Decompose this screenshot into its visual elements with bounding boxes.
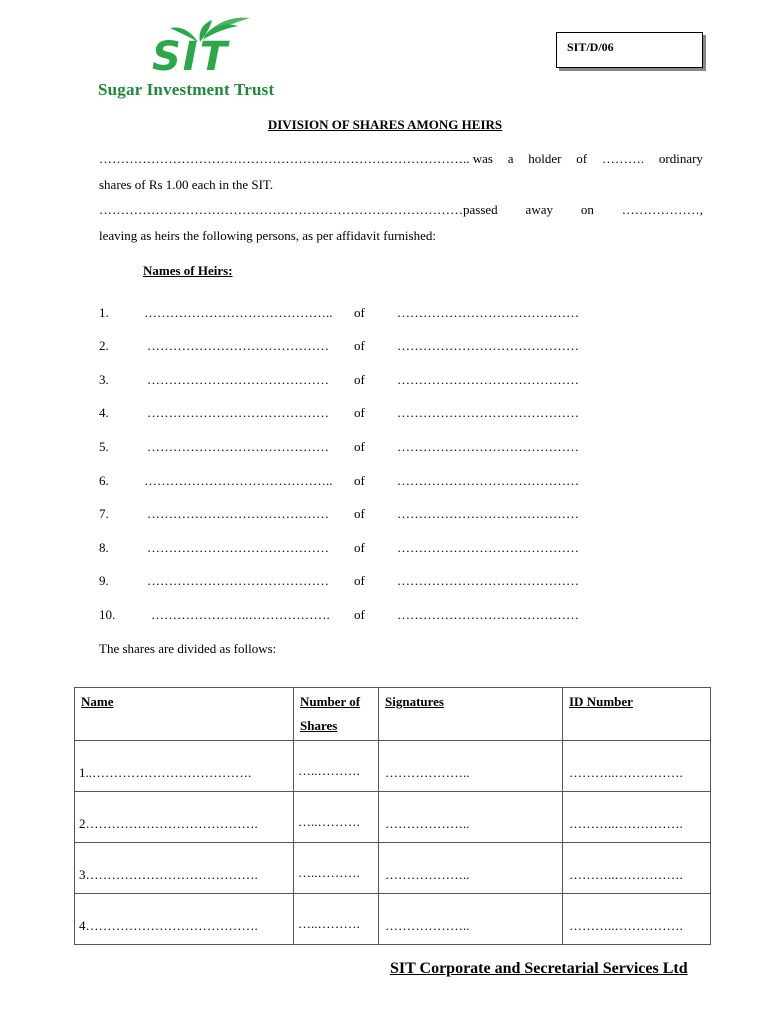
paragraph-line-3: [99, 202, 703, 218]
col-header-shares: [294, 688, 379, 741]
heir-relation-blank: ……………………………………: [397, 506, 579, 521]
word: ordinary: [658, 151, 703, 166]
cell-id[interactable]: [563, 792, 711, 843]
cell-name[interactable]: [75, 792, 294, 843]
word: away: [525, 202, 553, 217]
heir-number: 4.: [99, 405, 109, 420]
cell-id[interactable]: [563, 894, 711, 945]
header-label: ID Number: [569, 694, 633, 709]
cell-signature[interactable]: [379, 843, 563, 894]
cell-shares[interactable]: [294, 741, 379, 792]
of-label: of: [354, 506, 365, 521]
cell-id[interactable]: [563, 843, 711, 894]
of-label: of: [354, 405, 365, 420]
paragraph-line-4: leaving as heirs the following persons, as per affidavit furnished:: [99, 228, 436, 243]
signature-blank: ………………..: [385, 765, 470, 780]
heir-row: [99, 372, 619, 390]
of-label: of: [354, 473, 365, 488]
names-of-heirs-heading: Names of Heirs:: [143, 263, 233, 278]
heir-number: 9.: [99, 573, 109, 588]
heir-name-blank: ……………………………………..: [144, 305, 333, 320]
id-blank: ………..…………….: [569, 867, 683, 882]
heir-relation-blank: ……………………………………: [397, 473, 579, 488]
name-blank: 4………………………………….: [79, 918, 258, 933]
table-row: [75, 741, 711, 792]
logo-wordmark: SIT: [152, 34, 229, 80]
date-blank: ………………,: [621, 202, 703, 217]
header-label: Shares: [300, 718, 338, 733]
footer-company-name: SIT Corporate and Secretarial Services Ltd: [390, 960, 688, 977]
of-label: of: [354, 573, 365, 588]
cell-signature[interactable]: [379, 792, 563, 843]
shares-blank: …..……….: [298, 763, 360, 778]
cell-name[interactable]: [75, 894, 294, 945]
heir-number: 10.: [99, 607, 116, 622]
header-label: Signatures: [385, 694, 444, 709]
cell-name[interactable]: [75, 741, 294, 792]
paragraph-line-1: [99, 151, 703, 167]
heir-name-blank: ……………………………………: [147, 506, 329, 521]
heir-name-blank: ……………………………………: [147, 439, 329, 454]
of-label: of: [354, 372, 365, 387]
header-label: Number of: [300, 694, 361, 709]
heir-relation-blank: ……………………………………: [397, 305, 579, 320]
heir-name-blank: ……………………………………: [147, 540, 329, 555]
of-label: of: [354, 338, 365, 353]
shares-blank: …..……….: [298, 814, 360, 829]
deceased-name-blank: …………………………………………………………………………passed: [99, 202, 498, 217]
heir-row: [99, 439, 619, 457]
of-label: of: [354, 607, 365, 622]
heir-row: [99, 473, 619, 491]
heir-row: [99, 607, 619, 625]
heir-row: [99, 338, 619, 356]
cell-signature[interactable]: [379, 741, 563, 792]
id-blank: ………..…………….: [569, 765, 683, 780]
shares-table: [74, 687, 711, 945]
col-header-id: [563, 688, 711, 741]
logo-caption: Sugar Investment Trust: [98, 80, 275, 99]
heir-relation-blank: ……………………………………: [397, 439, 579, 454]
heir-relation-blank: ……………………………………: [397, 573, 579, 588]
form-reference: SIT/D/06: [567, 40, 614, 54]
division-intro: The shares are divided as follows:: [99, 641, 277, 656]
shares-blank: …..……….: [298, 916, 360, 931]
shares-blank: …..……….: [298, 865, 360, 880]
heir-name-blank: ……………………………………: [147, 338, 329, 353]
heir-number: 7.: [99, 506, 109, 521]
cell-shares[interactable]: [294, 894, 379, 945]
heir-number: 2.: [99, 338, 109, 353]
id-blank: ………..…………….: [569, 918, 683, 933]
cell-shares[interactable]: [294, 792, 379, 843]
col-header-signatures: [379, 688, 563, 741]
cell-name[interactable]: [75, 843, 294, 894]
word: a: [507, 151, 514, 166]
shares-count-blank: ……….: [601, 151, 645, 166]
word: holder: [528, 151, 562, 166]
of-label: of: [354, 305, 365, 320]
signature-blank: ………………..: [385, 816, 470, 831]
table-row: [75, 843, 711, 894]
signature-blank: ………………..: [385, 867, 470, 882]
heir-number: 5.: [99, 439, 109, 454]
name-blank: 3………………………………….: [79, 867, 258, 882]
name-blank: 1..……………………………….: [79, 765, 252, 780]
heir-relation-blank: ……………………………………: [397, 540, 579, 555]
cell-signature[interactable]: [379, 894, 563, 945]
heir-relation-blank: ……………………………………: [397, 607, 579, 622]
heir-number: 3.: [99, 372, 109, 387]
heir-name-blank: ……………………………………: [147, 573, 329, 588]
paragraph-line-2: shares of Rs 1.00 each in the SIT.: [99, 177, 274, 192]
holder-name-blank: ………………………………………………………………………….. was: [99, 151, 493, 166]
header-label: Name: [81, 694, 114, 709]
id-blank: ………..…………….: [569, 816, 683, 831]
heir-number: 8.: [99, 540, 109, 555]
of-label: of: [354, 540, 365, 555]
heir-number: 1.: [99, 305, 109, 320]
form-reference-box: [556, 32, 703, 68]
col-header-name: [75, 688, 294, 741]
heir-row: [99, 405, 619, 423]
document-title: DIVISION OF SHARES AMONG HEIRS: [267, 117, 503, 132]
of-label: of: [354, 439, 365, 454]
heir-relation-blank: ……………………………………: [397, 372, 579, 387]
table-row: [75, 792, 711, 843]
heir-row: [99, 506, 619, 524]
table-header-row: [75, 688, 711, 741]
heir-relation-blank: ……………………………………: [397, 338, 579, 353]
heir-row: [99, 540, 619, 558]
word: of: [576, 151, 588, 166]
cell-id[interactable]: [563, 741, 711, 792]
signature-blank: ………………..: [385, 918, 470, 933]
heir-name-blank: ……………………………………: [147, 405, 329, 420]
heir-row: [99, 573, 619, 591]
cell-shares[interactable]: [294, 843, 379, 894]
heir-name-blank: …………………..……………….: [151, 607, 330, 622]
heir-relation-blank: ……………………………………: [397, 405, 579, 420]
table-row: [75, 894, 711, 945]
heir-name-blank: ……………………………………: [147, 372, 329, 387]
heir-name-blank: ……………………………………..: [144, 473, 333, 488]
name-blank: 2………………………………….: [79, 816, 258, 831]
heir-number: 6.: [99, 473, 109, 488]
heir-row: [99, 305, 619, 323]
word: on: [580, 202, 594, 217]
